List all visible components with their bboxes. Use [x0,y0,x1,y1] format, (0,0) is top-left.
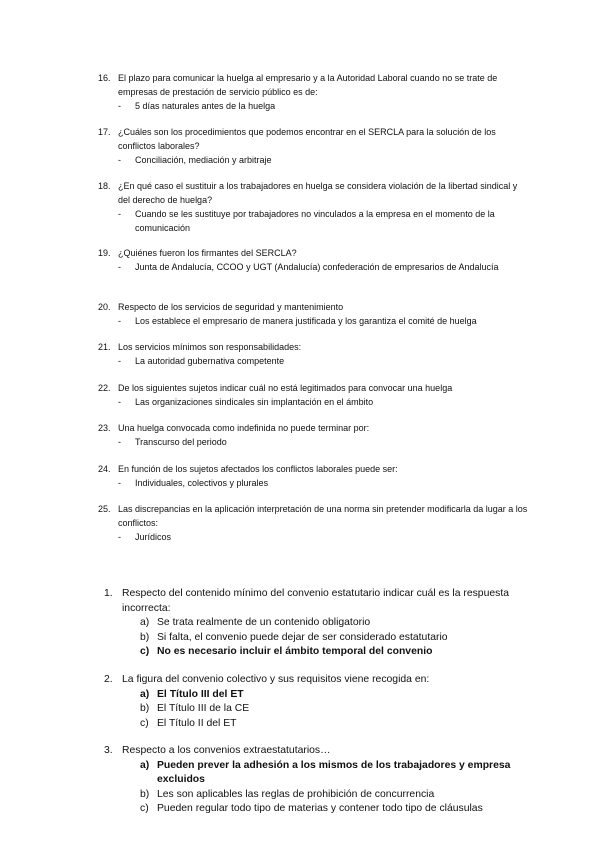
question-3 [104,744,534,817]
option-text: El Título II del ET [157,717,237,729]
option-b [140,702,534,717]
answer-text: Cuando se les sustituye por trabajadores no vinculados a la empresa en el momento de la comunicación [135,209,495,233]
option-letter: b) [140,788,150,800]
question-25 [98,502,528,544]
question-20 [98,300,528,328]
answer-text: Las organizaciones sindicales sin implantación en el ámbito [135,397,374,407]
question-number: 25. [98,504,111,514]
question-24 [98,462,528,490]
option-text: No es necesario incluir el ámbito temporal del convenio [157,646,433,657]
question-18 [98,179,528,235]
question-number: 23. [98,423,111,433]
question-text: La figura del convenio colectivo y sus requisitos viene recogida en: [122,674,430,685]
question-text: ¿Cuáles son los procedimientos que podemos encontrar en el SERCLA para la solución de los conflictos laborales? [118,127,496,151]
option-letter: a) [140,617,150,628]
question-number: 1. [104,588,113,599]
answer-text: La autoridad gubernativa competente [135,356,285,366]
question-number: 21. [98,342,111,352]
dash-bullet: - [118,532,121,542]
option-text: El Título III de la CE [157,703,250,714]
dash-bullet: - [118,316,121,326]
question-2 [104,673,534,731]
answer-text: Jurídicos [135,532,172,542]
question-text: Los servicios mínimos son responsabilidades: [118,342,302,352]
dash-bullet: - [118,155,121,165]
dash-bullet: - [118,437,121,447]
question-text: Respecto a los convenios extraestatutarios… [122,745,331,756]
answer-text: Transcurso del periodo [135,437,227,447]
question-number: 3. [104,745,113,756]
option-a [140,616,534,631]
question-text: El plazo para comunicar la huelga al empresario y a la Autoridad Laboral cuando no se trate de empresas de prestación de servicio público es de: [118,73,498,97]
question-text: De los siguientes sujetos indicar cuál no está legitimados para convocar una huelga [118,383,453,393]
question-number: 18. [98,181,111,191]
option-a [140,759,534,788]
question-21 [98,340,528,368]
answer-text: Junta de Andalucía, CCOO y UGT (Andalucía) confederación de empresarios de Andalucía [135,262,499,272]
dash-bullet: - [118,262,121,272]
question-number: 20. [98,302,111,312]
option-b [140,631,534,646]
question-number: 22. [98,383,111,393]
option-a [140,688,534,703]
question-number: 19. [98,248,111,258]
question-text: Una huelga convocada como indefinida no puede terminar por: [118,423,370,433]
answer-text: Conciliación, mediación y arbitraje [135,155,272,165]
question-19 [98,246,528,274]
question-text: En función de los sujetos afectados los conflictos laborales puede ser: [118,464,398,474]
dash-bullet: - [118,209,121,219]
question-1 [104,587,534,660]
option-letter: c) [140,803,149,814]
option-letter: c) [140,646,150,657]
option-text: Les son aplicables las reglas de prohibición de concurrencia [157,788,435,800]
option-text: Si falta, el convenio puede dejar de ser considerado estatutario [157,631,448,643]
option-letter: a) [140,688,150,700]
option-letter: b) [140,631,150,643]
question-16 [98,71,528,113]
question-number: 2. [104,674,113,685]
option-c [140,802,534,817]
option-c [140,645,534,660]
question-number: 17. [98,127,111,137]
question-22 [98,381,528,409]
question-text: ¿Quiénes fueron los firmantes del SERCLA? [118,248,297,258]
question-number: 24. [98,464,111,474]
dash-bullet: - [118,101,121,111]
question-17 [98,125,528,167]
option-text: El Título III del ET [157,688,244,700]
option-c [140,717,534,732]
option-text: Pueden regular todo tipo de materias y contener todo tipo de cláusulas [157,803,483,814]
question-text: ¿En qué caso el sustituir a los trabajadores en huelga se considera violación de la libertad sindical y del derecho de huelga? [118,181,518,205]
option-letter: a) [140,759,150,771]
option-letter: c) [140,717,149,729]
answer-text: 5 días naturales antes de la huelga [135,101,276,111]
answer-text: Los establece el empresario de manera justificada y los garantiza el comité de huelga [135,316,477,326]
question-text: Respecto del contenido mínimo del convenio estatutario indicar cuál es la respuesta incorrecta: [122,588,509,614]
dash-bullet: - [118,397,121,407]
option-text: Pueden prever la adhesión a los mismos de los trabajadores y empresa excluidos [157,759,511,785]
question-text: Las discrepancias en la aplicación interpretación de una norma sin pretender modificarla da lugar a los conflictos: [118,504,528,528]
dash-bullet: - [118,478,121,488]
answer-text: Individuales, colectivos y plurales [135,478,269,488]
question-23 [98,421,528,449]
option-letter: b) [140,703,150,714]
option-b [140,788,534,803]
option-text: Se trata realmente de un contenido obligatorio [157,617,371,628]
question-text: Respecto de los servicios de seguridad y mantenimiento [118,302,344,312]
dash-bullet: - [118,356,121,366]
question-number: 16. [98,73,111,83]
